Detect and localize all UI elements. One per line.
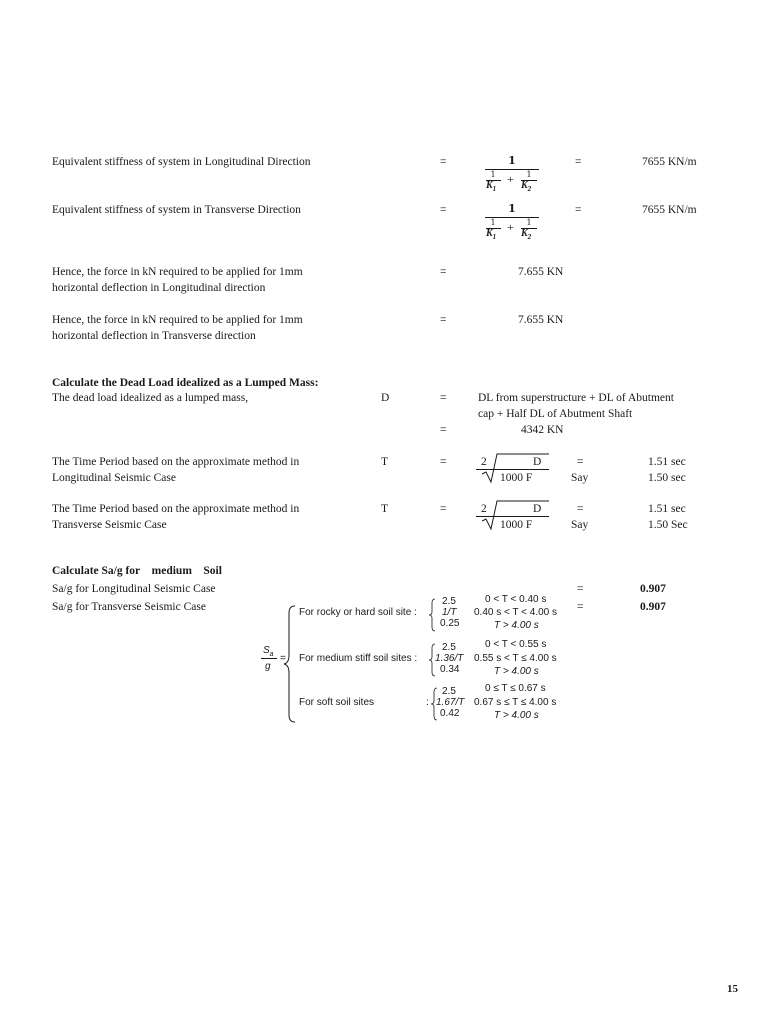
force-trans-line2: horizontal deflection in Transverse direction: [52, 330, 256, 342]
stiff-long-label: Equivalent stiffness of system in Longitudinal Direction: [52, 156, 311, 168]
formula-denominator: 1000 F: [500, 472, 533, 484]
formula-sub-num-1: 1: [490, 170, 496, 179]
case-rocky-value-3: 0.25: [440, 618, 460, 629]
case-medium-range-3: T > 4.00 s: [494, 666, 539, 677]
case-soft-value-2: 1.67/T: [436, 697, 465, 708]
sag-long-equals: =: [577, 583, 584, 595]
case-rocky-label: For rocky or hard soil site :: [299, 607, 417, 618]
stiff-trans-value: 7655 KN/m: [642, 204, 697, 216]
period-long-value-rounded: 1.50 sec: [648, 472, 686, 484]
formula-sub-num-2: 1: [526, 218, 532, 227]
period-long-equals-2: =: [577, 456, 584, 468]
case-rocky-value-1: 2.5: [442, 596, 456, 607]
formula-plus: +: [507, 220, 514, 234]
small-brace-rocky: [428, 598, 436, 632]
dead-load-equals: =: [440, 392, 447, 404]
formula-two: 2: [481, 456, 487, 468]
dead-load-value: 4342 KN: [521, 424, 564, 436]
spectrum-lhs-equals: =: [280, 653, 286, 664]
force-long-equals: =: [440, 266, 447, 278]
case-rocky-range-1: 0 < T < 0.40 s: [485, 594, 547, 605]
dead-load-def-line2: cap + Half DL of Abutment Shaft: [478, 408, 633, 420]
force-trans-line1: Hence, the force in kN required to be applied for 1mm: [52, 314, 303, 326]
case-rocky-range-3: T > 4.00 s: [494, 620, 539, 631]
formula-d: D: [533, 503, 542, 515]
formula-k1: $K_1$: [486, 180, 497, 193]
case-soft-range-1: 0 ≤ T ≤ 0.67 s: [485, 683, 546, 694]
period-long-symbol: T: [381, 456, 389, 468]
period-long-line1: The Time Period based on the approximate method in: [52, 456, 300, 468]
case-medium-value-1: 2.5: [442, 642, 456, 653]
stiff-long-equals: =: [440, 156, 447, 168]
period-trans-equals-2: =: [577, 503, 584, 515]
period-trans-value: 1.51 sec: [648, 503, 686, 515]
stiff-long-value: 7655 KN/m: [642, 156, 697, 168]
stiff-long-equals-2: =: [575, 156, 582, 168]
case-medium-label: For medium stiff soil sites :: [299, 653, 418, 664]
sag-heading: Calculate Sa/g for medium Soil: [52, 565, 222, 577]
period-trans-value-rounded: 1.50 Sec: [648, 519, 688, 531]
dead-load-symbol: D: [381, 392, 390, 404]
sag-long-value: 0.907: [640, 583, 666, 595]
stiff-trans-equals-2: =: [575, 204, 582, 216]
period-long-say: Say: [571, 472, 589, 484]
big-brace: [283, 605, 297, 723]
case-soft-label: For soft soil sites: [299, 697, 375, 708]
spectrum-lhs-den: g: [265, 661, 271, 672]
sag-long-label: Sa/g for Longitudinal Seismic Case: [52, 583, 216, 595]
formula-two: 2: [481, 503, 487, 515]
period-trans-line2: Transverse Seismic Case: [52, 519, 167, 531]
formula-k2: $K_2$: [521, 228, 532, 241]
case-soft-range-3: T > 4.00 s: [494, 710, 539, 721]
force-trans-equals: =: [440, 314, 447, 326]
case-rocky-value-2: 1/T: [442, 607, 457, 618]
sag-trans-label: Sa/g for Transverse Seismic Case: [52, 601, 206, 613]
period-long-line2: Longitudinal Seismic Case: [52, 472, 176, 484]
case-soft-value-3: 0.42: [440, 708, 460, 719]
sag-trans-equals: =: [577, 601, 584, 613]
case-rocky-range-2: 0.40 s < T < 4.00 s: [474, 607, 558, 618]
formula-numerator: 1: [508, 154, 516, 167]
formula-numerator: 1: [508, 202, 516, 215]
formula-k1: $K_1$: [486, 228, 497, 241]
case-medium-range-1: 0 < T < 0.55 s: [485, 639, 547, 650]
formula-sub-num-1: 1: [490, 218, 496, 227]
period-trans-symbol: T: [381, 503, 389, 515]
case-medium-value-2: 1.36/T: [435, 653, 464, 664]
period-trans-equals: =: [440, 503, 447, 515]
period-long-value: 1.51 sec: [648, 456, 686, 468]
force-long-value: 7.655 KN: [518, 266, 564, 278]
page-number: 15: [727, 983, 738, 995]
force-long-line2: horizontal deflection in Longitudinal direction: [52, 282, 266, 294]
dead-load-def-line1: DL from superstructure + DL of Abutment: [478, 392, 674, 404]
case-medium-value-3: 0.34: [440, 664, 460, 675]
formula-denominator: 1000 F: [500, 519, 533, 531]
force-long-line1: Hence, the force in kN required to be applied for 1mm: [52, 266, 303, 278]
formula-sub-num-2: 1: [526, 170, 532, 179]
formula-k2: $K_2$: [521, 180, 532, 193]
dead-load-label: The dead load idealized as a lumped mass,: [52, 392, 249, 404]
period-trans-say: Say: [571, 519, 589, 531]
period-long-equals: =: [440, 456, 447, 468]
dead-load-equals-2: =: [440, 424, 447, 436]
case-soft-value-1: 2.5: [442, 686, 456, 697]
soil-type: medium: [151, 565, 192, 577]
formula-plus: +: [507, 172, 514, 186]
stiff-trans-label: Equivalent stiffness of system in Transverse Direction: [52, 204, 301, 216]
formula-d: D: [533, 456, 542, 468]
dead-load-heading: Calculate the Dead Load idealized as a Lumped Mass:: [52, 377, 319, 389]
stiff-trans-equals: =: [440, 204, 447, 216]
sag-trans-value: 0.907: [640, 601, 666, 613]
case-medium-range-2: 0.55 s < T ≤ 4.00 s: [474, 653, 557, 664]
period-trans-line1: The Time Period based on the approximate method in: [52, 503, 300, 515]
case-soft-colon: :: [426, 697, 429, 708]
force-trans-value: 7.655 KN: [518, 314, 564, 326]
case-soft-range-2: 0.67 s ≤ T ≤ 4.00 s: [474, 697, 557, 708]
spectrum-lhs-num: $S_a$: [263, 645, 274, 658]
